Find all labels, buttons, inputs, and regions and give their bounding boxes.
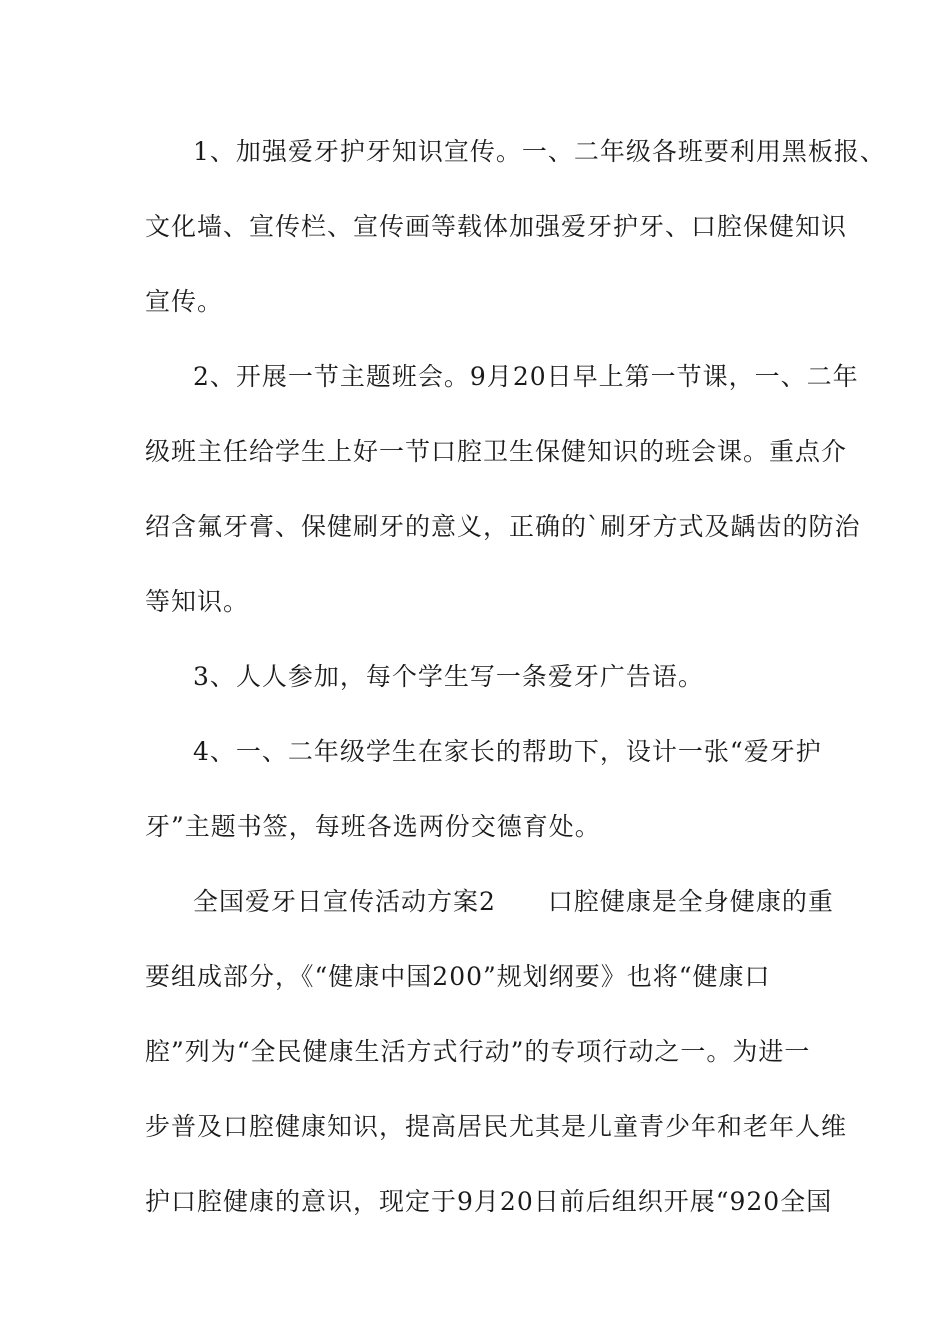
paragraph-1-line-1: 1、加强爱牙护牙知识宣传。一、二年级各班要利用黑板报、 (193, 137, 886, 166)
paragraph-4-line-1: 4、一、二年级学生在家长的帮助下，设计一张“爱牙护 (193, 737, 822, 766)
paragraph-5-line-5: 护口腔健康的意识，现定于9月20日前后组织开展“920全国 (145, 1187, 833, 1216)
paragraph-2-line-1: 2、开展一节主题班会。9月20日早上第一节课，一、二年 (193, 362, 859, 391)
paragraph-1-line-3: 宣传。 (145, 287, 224, 316)
paragraph-4-line-2: 牙”主题书签，每班各选两份交德育处。 (145, 812, 601, 841)
paragraph-5-line-1: 全国爱牙日宣传活动方案2 口腔健康是全身健康的重 (193, 887, 834, 916)
paragraph-2-line-4: 等知识。 (145, 587, 250, 616)
paragraph-2-line-2: 级班主任给学生上好一节口腔卫生保健知识的班会课。重点介 (145, 437, 848, 466)
paragraph-1-line-2: 文化墙、宣传栏、宣传画等载体加强爱牙护牙、口腔保健知识 (145, 212, 848, 241)
paragraph-5-line-4: 步普及口腔健康知识，提高居民尤其是儿童青少年和老年人维 (145, 1112, 848, 1141)
paragraph-3-line-1: 3、人人参加，每个学生写一条爱牙广告语。 (193, 662, 704, 691)
paragraph-5-line-3: 腔”列为“全民健康生活方式行动”的专项行动之一。为进一 (145, 1037, 811, 1066)
paragraph-5-line-2: 要组成部分，《“健康中国200”规划纲要》也将“健康口 (145, 962, 771, 991)
paragraph-2-line-3: 绍含氟牙膏、保健刷牙的意义，正确的`刷牙方式及龋齿的防治 (145, 512, 861, 541)
